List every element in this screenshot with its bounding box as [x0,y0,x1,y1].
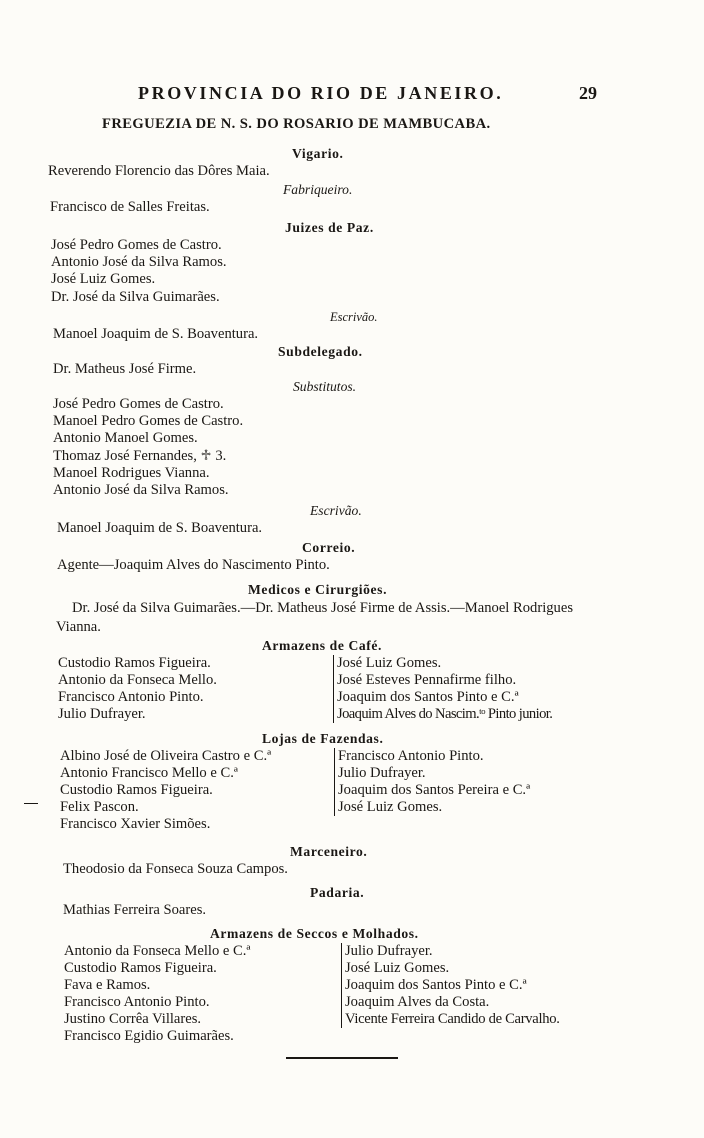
entry: Manoel Joaquim de S. Boaventura. [57,520,263,536]
entry: Vicente Ferreira Candido de Carvalho. [345,1011,560,1027]
section-heading: Subdelegado. [278,344,363,359]
entry: José Esteves Pennafirme filho. [337,672,517,688]
entry: Francisco de Salles Freitas. [50,199,210,215]
entry: Reverendo Florencio das Dôres Maia. [48,163,270,179]
section-heading: Marceneiro. [290,844,368,859]
entry: Fava e Ramos. [64,977,151,993]
margin-mark [24,803,38,804]
section-marceneiro [0,843,704,878]
section-heading: Escrivão. [330,310,378,324]
section-armazens-cafe [0,637,704,725]
entry: Mathias Ferreira Soares. [63,902,207,918]
section-medicos [0,581,704,637]
entry: Joaquim Alves da Costa. [345,994,490,1010]
entry: José Luiz Gomes. [345,960,450,976]
running-head-title: PROVINCIA DO RIO DE JANEIRO. [138,83,504,103]
parish-title: FREGUEZIA DE N. S. DO ROSARIO DE MAMBUCABA. [102,116,491,132]
entry: Antonio da Fonseca Mello e C.ª [64,943,251,959]
entry: Francisco Egidio Guimarães. [64,1028,234,1044]
entry: Albino José de Oliveira Castro e C.ª [60,748,272,764]
entry: Antonio José da Silva Ramos. [51,254,227,271]
entry-paragraph: Dr. José da Silva Guimarães.—Dr. Matheus José Firme de Assis.—Manoel Rodrigues Vianna. [56,600,573,635]
entry: Antonio José da Silva Ramos. [53,481,229,498]
section-juizes-de-paz [0,219,704,306]
section-heading: Correio. [302,540,356,555]
section-subdelegado [0,343,704,378]
entry: Custodio Ramos Figueira. [64,960,217,976]
entry: Agente—Joaquim Alves do Nascimento Pinto. [57,557,330,573]
section-vigario [0,145,704,180]
section-heading: Armazens de Café. [262,638,383,653]
entry: Manoel Rodrigues Vianna. [53,464,210,481]
entry: José Pedro Gomes de Castro. [51,237,222,253]
entry: Antonio Manoel Gomes. [53,430,198,447]
closing-rule [286,1057,398,1059]
section-substitutos [0,378,704,499]
entry: Francisco Antonio Pinto. [338,748,484,764]
section-lojas-fazendas [0,730,704,836]
entry: Justino Corrêa Villares. [64,1011,202,1027]
entry: Manoel Pedro Gomes de Castro. [53,413,244,430]
section-correio [0,539,704,574]
entry: José Luiz Gomes. [51,271,156,288]
section-heading: Medicos e Cirurgiões. [248,582,388,597]
entry: Francisco Antonio Pinto. [64,994,210,1010]
entry: Antonio da Fonseca Mello. [58,672,217,688]
entry: Custodio Ramos Figueira. [60,782,213,798]
entry: José Pedro Gomes de Castro. [53,396,224,412]
entry: Joaquim dos Santos Pinto e C.ª [337,689,519,705]
section-heading: Escrivão. [310,503,362,518]
entry: Theodosio da Fonseca Souza Campos. [63,861,288,877]
section-heading: Vigario. [292,146,344,161]
section-fabriqueiro [0,181,704,216]
section-heading: Padaria. [310,885,365,900]
running-head [0,83,704,105]
entry: Manoel Joaquim de S. Boaventura. [53,326,259,342]
section-heading: Fabriqueiro. [283,182,353,197]
entry: Francisco Antonio Pinto. [58,689,204,705]
entry: José Luiz Gomes. [337,655,442,671]
page-number: 29 [579,83,597,103]
entry: José Luiz Gomes. [338,799,443,815]
entry: Julio Dufrayer. [345,943,433,959]
entry: Felix Pascon. [60,799,139,815]
section-heading: Substitutos. [293,379,357,394]
entry: Francisco Xavier Simões. [60,816,211,832]
section-heading: Lojas de Fazendas. [262,731,384,746]
section-heading: Juizes de Paz. [285,220,374,235]
entry: Dr. Matheus José Firme. [53,361,197,377]
section-escrivao [0,308,704,343]
entry: Julio Dufrayer. [58,706,146,722]
entry: Joaquim dos Santos Pinto e C.ª [345,977,527,993]
entry: Joaquim dos Santos Pereira e C.ª [338,782,531,798]
section-padaria [0,884,704,919]
section-heading: Armazens de Seccos e Molhados. [210,926,419,941]
entry: Julio Dufrayer. [338,765,426,781]
section-seccos-molhados [0,925,704,1047]
entry: Custodio Ramos Figueira. [58,655,211,671]
entry: Antonio Francisco Mello e C.ª [60,765,238,781]
entry: Dr. José da Silva Guimarães. [51,288,220,305]
entry: Joaquim Alves do Nascim.ᵗᵒ Pinto junior. [337,706,553,722]
section-escrivao [0,502,704,537]
entry: Thomaz José Fernandes, ♱ 3. [53,447,227,464]
